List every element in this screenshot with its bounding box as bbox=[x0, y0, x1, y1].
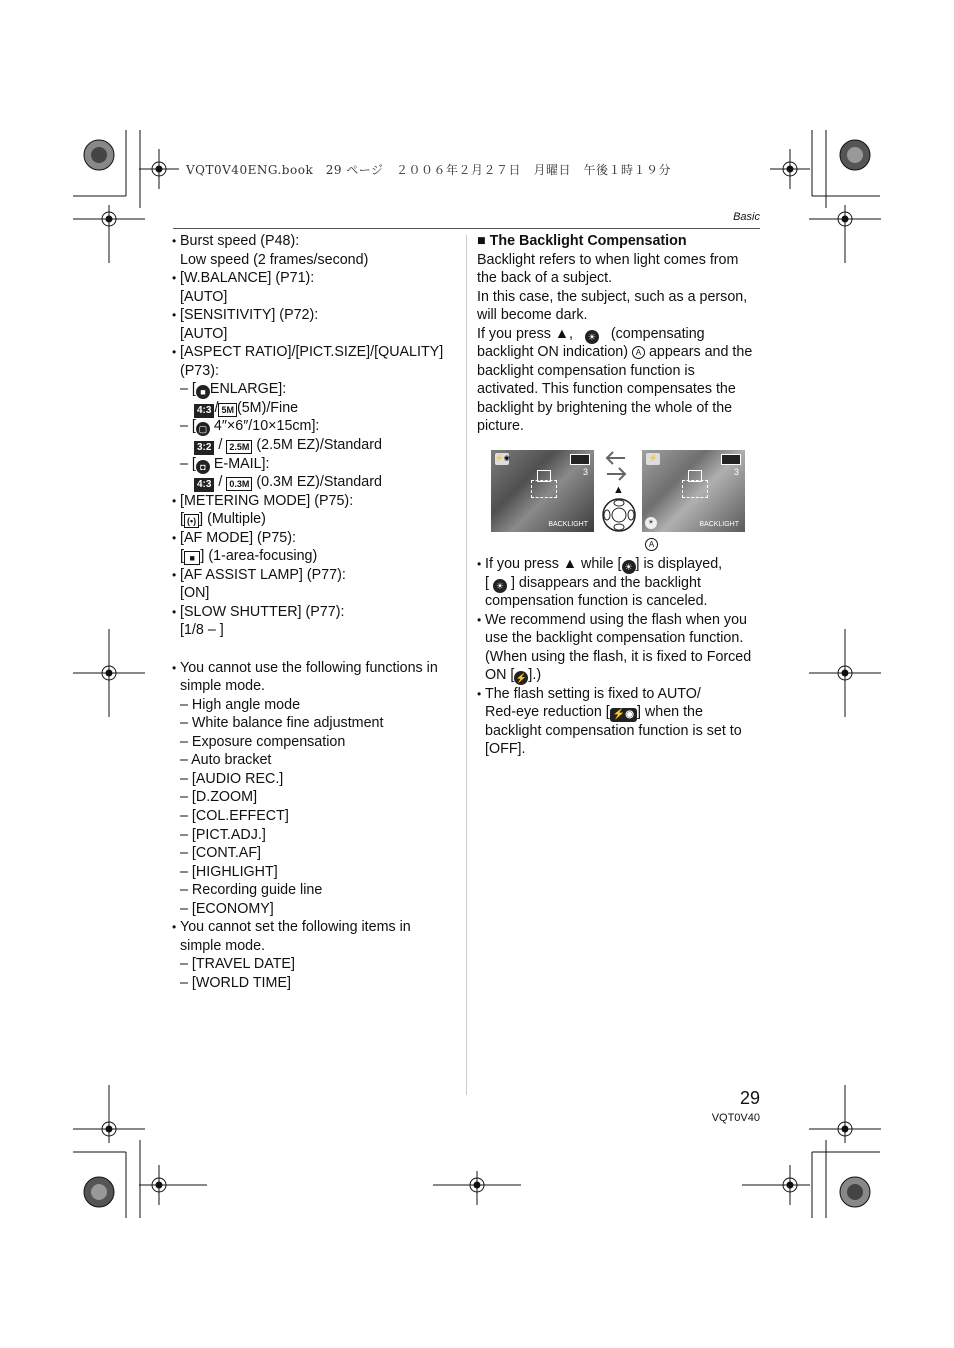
backlight-label: BACKLIGHT bbox=[548, 521, 588, 528]
up-arrow-label: ▲ bbox=[613, 484, 624, 496]
figure-marker-a: A bbox=[645, 538, 658, 551]
paragraph-line: If you press ▲, ☀ (compensating bbox=[477, 325, 705, 342]
list-item: – Recording guide line bbox=[180, 882, 323, 899]
header-rule bbox=[173, 228, 760, 229]
paragraph-line: activated. This function compensates the bbox=[477, 381, 736, 398]
dpad-icon bbox=[601, 497, 637, 533]
shots-remaining: 3 bbox=[733, 467, 739, 477]
battery-icon bbox=[721, 454, 741, 465]
print-icon: ▢ bbox=[196, 422, 210, 436]
list-item: • [METERING MODE] (P75): bbox=[172, 492, 462, 511]
aspect-4-3-icon: 4:3 bbox=[194, 404, 214, 418]
list-item: Red-eye reduction [ ⚡◉ ] when the bbox=[485, 704, 703, 721]
list-item: [1/8 – ] bbox=[180, 622, 224, 639]
column-divider bbox=[466, 235, 467, 1095]
size-5m-icon: 5M bbox=[218, 403, 237, 417]
list-item: – [D.ZOOM] bbox=[180, 789, 258, 806]
list-item: [ON] bbox=[180, 585, 210, 602]
list-item: • You cannot use the following functions in bbox=[172, 659, 462, 678]
model-code: VQT0V40 bbox=[711, 1112, 760, 1124]
paragraph-line: picture. bbox=[477, 418, 524, 435]
multiple-metering-icon: (•) bbox=[184, 514, 199, 528]
backlight-label: BACKLIGHT bbox=[699, 521, 739, 528]
aspect-4-3-icon: 4:3 bbox=[194, 478, 214, 492]
flash-redeye-icon: ⚡◉ bbox=[495, 453, 509, 465]
list-item: – [WORLD TIME] bbox=[180, 974, 291, 991]
list-item: [ ■ ] (1-area-focusing) bbox=[180, 548, 318, 565]
aspect-3-2-icon: 3:2 bbox=[194, 441, 214, 455]
list-item: – [PICT.ADJ.] bbox=[180, 826, 266, 843]
paragraph-line: backlight by brightening the whole of the bbox=[477, 399, 733, 416]
list-item: [AUTO] bbox=[180, 325, 228, 342]
list-item: [ ☀ ] disappears and the backlight bbox=[485, 574, 701, 591]
list-item: • We recommend using the flash when you bbox=[477, 611, 762, 630]
list-item: Low speed (2 frames/second) bbox=[180, 251, 369, 268]
backlight-on-icon: ☀ bbox=[645, 517, 657, 529]
one-area-focus-icon: ■ bbox=[184, 551, 200, 565]
list-item: simple mode. bbox=[180, 937, 266, 954]
list-item: – [CONT.AF] bbox=[180, 845, 262, 862]
list-item: – [COL.EFFECT] bbox=[180, 807, 289, 824]
list-item: • [SLOW SHUTTER] (P77): bbox=[172, 603, 462, 622]
size-2-5m-icon: 2.5M bbox=[226, 440, 252, 454]
shots-remaining: 3 bbox=[582, 467, 588, 477]
flash-forced-icon: ⚡ bbox=[646, 453, 660, 465]
list-item: – [ ▢ 4″×6″/10×15cm]: bbox=[180, 418, 320, 435]
flash-forced-icon: ⚡ bbox=[515, 673, 527, 684]
list-item: – High angle mode bbox=[180, 696, 301, 713]
list-item: • [AF MODE] (P75): bbox=[172, 529, 462, 548]
size-0-3m-icon: 0.3M bbox=[226, 477, 252, 491]
list-item: • The flash setting is fixed to AUTO/ bbox=[477, 685, 762, 704]
backlight-icon: ☀ bbox=[585, 330, 599, 344]
list-item: backlight compensation function is set to bbox=[485, 722, 742, 739]
list-item: – Exposure compensation bbox=[180, 733, 346, 750]
af-frame bbox=[682, 480, 708, 498]
list-item: [OFF]. bbox=[485, 741, 526, 758]
list-item: • Burst speed (P48): bbox=[172, 232, 462, 251]
enlarge-icon: ■ bbox=[196, 385, 210, 399]
list-item: • [AF ASSIST LAMP] (P77): bbox=[172, 566, 462, 585]
battery-icon bbox=[570, 454, 590, 465]
section-label: Basic bbox=[733, 211, 760, 223]
list-item: (P73): bbox=[180, 362, 219, 379]
paragraph-line: will become dark. bbox=[477, 307, 588, 324]
list-item: – [ ■ ENLARGE]: bbox=[180, 381, 287, 398]
square-bullet-icon: ■ bbox=[477, 233, 490, 249]
list-item: – [ECONOMY] bbox=[180, 900, 274, 917]
list-item: compensation function is canceled. bbox=[485, 593, 708, 610]
list-item: – [ ◘ E-MAIL]: bbox=[180, 455, 270, 472]
list-item: (When using the flash, it is fixed to Forced bbox=[485, 648, 752, 665]
list-item: 4:3 / 5M (5M)/Fine bbox=[172, 399, 462, 418]
list-item: [ (•) ] (Multiple) bbox=[180, 511, 266, 528]
list-item: 4:3 / 0.3M (0.3M EZ)/Standard bbox=[172, 473, 462, 492]
print-info: VQT0V40ENG.book 29 ページ ２００６年２月２７日 月曜日 午後１時１９分 bbox=[186, 163, 672, 177]
list-item: • [ASPECT RATIO]/[PICT.SIZE]/[QUALITY] bbox=[172, 343, 462, 362]
list-item: use the backlight compensation function. bbox=[485, 630, 744, 647]
paragraph-line: In this case, the subject, such as a person, bbox=[477, 288, 748, 305]
screen-after bbox=[642, 450, 745, 532]
backlight-icon: ☀ bbox=[622, 560, 636, 574]
section-heading: ■ The Backlight Compensation bbox=[477, 233, 687, 249]
list-item: – Auto bracket bbox=[180, 752, 272, 769]
paragraph-line: the back of a subject. bbox=[477, 270, 613, 287]
left-column bbox=[172, 232, 462, 992]
backlight-icon: ☀ bbox=[493, 579, 507, 593]
backlight-figure bbox=[491, 449, 751, 554]
list-item: – White balance fine adjustment bbox=[180, 715, 384, 732]
paragraph-line: backlight ON indication) A appears and the bbox=[477, 344, 753, 361]
list-item: [AUTO] bbox=[180, 288, 228, 305]
af-frame bbox=[531, 480, 557, 498]
list-item: – [HIGHLIGHT] bbox=[180, 863, 278, 880]
list-item: – [TRAVEL DATE] bbox=[180, 956, 295, 973]
list-item: • [SENSITIVITY] (P72): bbox=[172, 306, 462, 325]
paragraph-line: backlight compensation function is bbox=[477, 362, 695, 379]
screen-before bbox=[491, 450, 594, 532]
list-item: • You cannot set the following items in bbox=[172, 918, 462, 937]
list-item: 3:2 / 2.5M (2.5M EZ)/Standard bbox=[172, 436, 462, 455]
marker-a: A bbox=[632, 346, 645, 359]
right-bullets bbox=[477, 555, 762, 759]
list-item: simple mode. bbox=[180, 678, 266, 695]
list-item: • [W.BALANCE] (P71): bbox=[172, 269, 462, 288]
list-item: ON [⚡].) bbox=[485, 667, 542, 684]
flash-redeye-icon: ⚡◉ bbox=[610, 708, 637, 722]
page-number: 29 bbox=[739, 1088, 760, 1108]
paragraph-line: Backlight refers to when light comes from bbox=[477, 251, 739, 268]
list-item: – [AUDIO REC.] bbox=[180, 770, 284, 787]
email-icon: ◘ bbox=[196, 460, 210, 474]
right-column bbox=[477, 232, 762, 436]
list-item: • If you press ▲ while [ ☀ ] is displayed, bbox=[477, 555, 762, 574]
